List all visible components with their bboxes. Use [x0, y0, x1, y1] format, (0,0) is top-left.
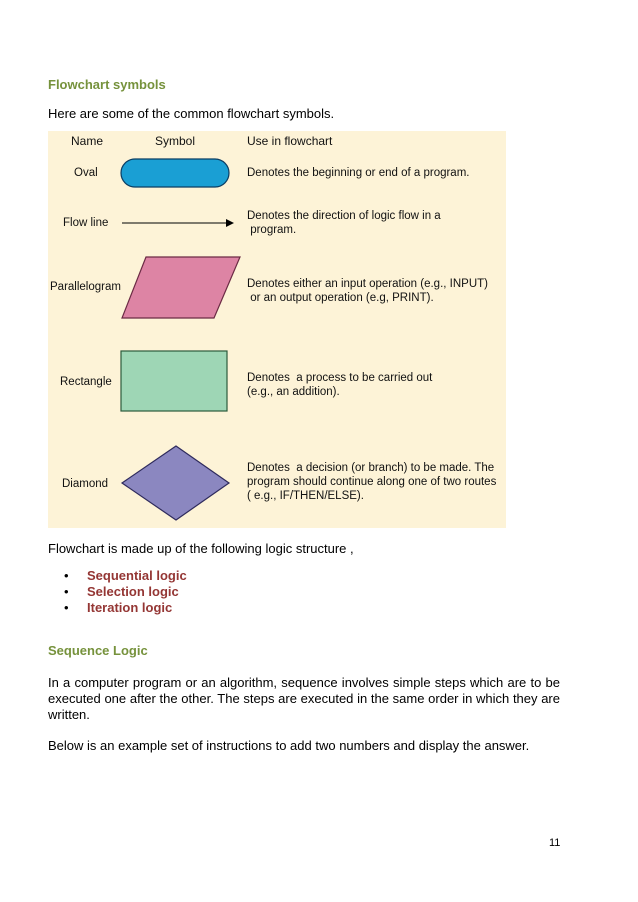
parallelogram-shape: [122, 257, 240, 318]
column-header-name: Name: [71, 134, 104, 148]
diamond-symbol: [120, 444, 232, 522]
example-paragraph: Below is an example set of instructions to add two numbers and display the answer.: [48, 738, 530, 753]
parallelogram-symbol: [120, 255, 244, 321]
diamond-shape: [122, 446, 229, 520]
intro-text: Here are some of the common flowchart symbols.: [48, 106, 335, 121]
flowchart-symbols-figure: [48, 131, 506, 528]
oval-shape: [121, 159, 229, 187]
use-text-oval: Denotes the beginning or end of a program.: [247, 167, 470, 179]
use-text-diamond: Denotes a decision (or branch) to be made. The program should continue along one of two routes ( e.g., IF/THEN/ELSE).: [247, 462, 497, 502]
logic-structure-intro: Flowchart is made up of the following logic structure ,: [48, 541, 354, 556]
symbol-name-parallelogram: Parallelogram: [50, 281, 121, 293]
use-text-flow-line: Denotes the direction of logic flow in a program.: [247, 210, 441, 236]
symbol-name-rectangle: Rectangle: [60, 376, 112, 388]
sequence-logic-heading: Sequence Logic: [48, 643, 148, 658]
rectangle-shape: [121, 351, 227, 411]
logic-structure-list: [64, 568, 187, 616]
use-text-rectangle: Denotes a process to be carried out (e.g., an addition).: [247, 372, 433, 398]
rectangle-symbol: [120, 350, 230, 413]
symbol-name-oval: Oval: [74, 167, 98, 179]
page-number: 11: [549, 837, 561, 849]
section-title: Flowchart symbols: [48, 77, 166, 92]
list-item: • Sequential logic: [64, 568, 187, 584]
symbol-name-diamond: Diamond: [62, 478, 109, 490]
symbol-name-flow-line: Flow line: [63, 217, 109, 229]
sequence-paragraph: In a computer program or an algorithm, sequence involves simple steps which are to be executed one after the other. The steps are executed in the same order in which they are written.: [48, 675, 560, 722]
column-header-symbol: Symbol: [155, 134, 196, 148]
use-text-parallelogram: Denotes either an input operation (e.g., INPUT) or an output operation (e.g, PRINT).: [247, 278, 488, 304]
flow-line-symbol: [120, 215, 236, 231]
arrow-head-icon: [226, 219, 234, 227]
oval-symbol: [120, 158, 232, 190]
column-header-use: Use in flowchart: [247, 134, 333, 148]
list-item: • Iteration logic: [64, 600, 187, 616]
list-item: • Selection logic: [64, 584, 187, 600]
